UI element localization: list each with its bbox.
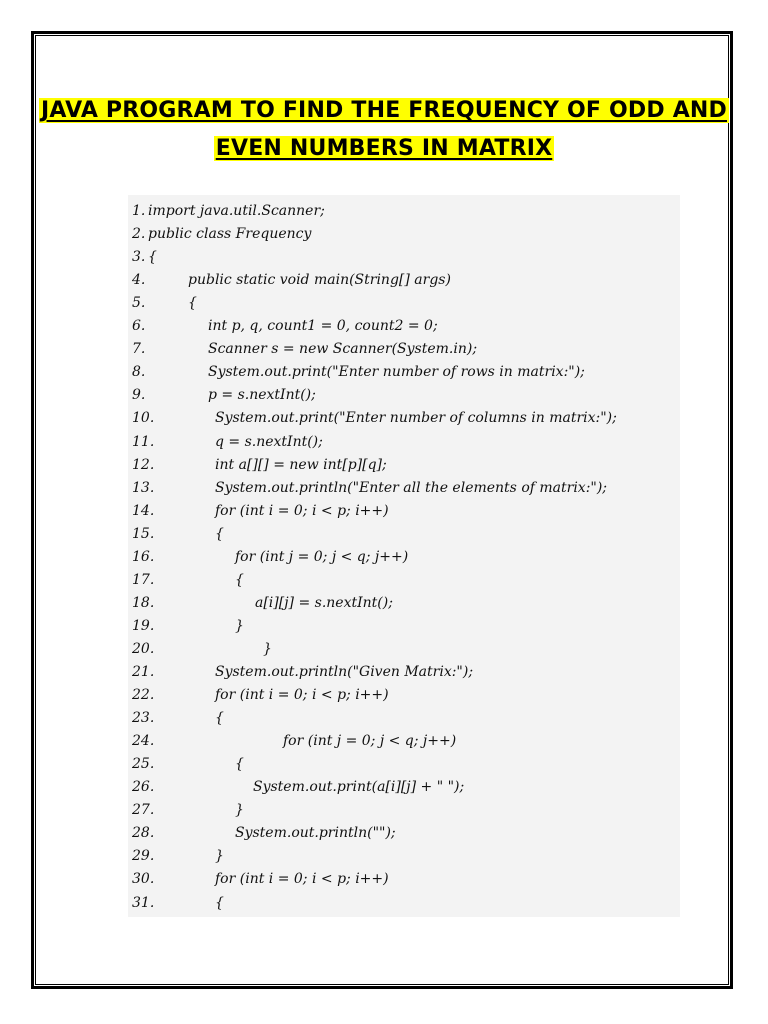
code-text: } xyxy=(235,617,244,634)
line-number: 6. xyxy=(132,318,146,335)
code-text: Scanner s = new Scanner(System.in); xyxy=(208,341,478,358)
code-line xyxy=(128,752,680,776)
line-number: 19. xyxy=(132,617,155,634)
line-number: 25. xyxy=(132,756,155,773)
code-line xyxy=(128,660,680,684)
line-number: 17. xyxy=(132,571,155,588)
title-line-2: EVEN NUMBERS IN MATRIX xyxy=(215,136,553,161)
code-text: int p, q, count1 = 0, count2 = 0; xyxy=(208,318,438,335)
line-number: 26. xyxy=(132,779,155,796)
code-text: for (int i = 0; i < p; i++) xyxy=(215,687,389,704)
code-text: int a[][] = new int[p][q]; xyxy=(215,456,387,473)
line-number: 18. xyxy=(132,594,155,611)
code-text: a[i][j] = s.nextInt(); xyxy=(255,594,393,611)
line-number: 3. xyxy=(132,249,146,266)
code-text: System.out.print(a[i][j] + " "); xyxy=(253,779,465,796)
title-line-1: JAVA PROGRAM TO FIND THE FREQUENCY OF ODD AND xyxy=(40,98,727,123)
code-listing xyxy=(128,195,680,917)
line-number: 10. xyxy=(132,410,155,427)
code-line xyxy=(128,453,680,477)
code-text: { xyxy=(215,894,224,911)
code-line xyxy=(128,499,680,523)
code-line xyxy=(128,844,680,868)
line-number: 22. xyxy=(132,687,155,704)
code-line xyxy=(128,383,680,407)
line-number: 24. xyxy=(132,733,155,750)
code-line xyxy=(128,360,680,384)
line-number: 21. xyxy=(132,664,155,680)
code-line xyxy=(128,222,680,246)
line-number: 12. xyxy=(132,456,155,473)
code-line xyxy=(128,430,680,454)
code-line xyxy=(128,821,680,845)
code-text: for (int i = 0; i < p; i++) xyxy=(215,871,389,888)
code-text: import java.util.Scanner; xyxy=(148,203,325,219)
code-line xyxy=(128,314,680,338)
code-text: } xyxy=(215,848,224,865)
document-title xyxy=(0,92,768,168)
code-text: System.out.print("Enter number of rows in matrix:"); xyxy=(208,364,585,381)
code-text: { xyxy=(235,571,244,588)
code-line xyxy=(128,614,680,638)
line-number: 16. xyxy=(132,548,155,565)
line-number: 13. xyxy=(132,479,155,496)
code-text: for (int j = 0; j < q; j++) xyxy=(235,548,409,565)
code-line xyxy=(128,683,680,707)
line-number: 29. xyxy=(132,848,155,865)
code-line xyxy=(128,199,680,223)
code-text: } xyxy=(235,802,244,819)
line-number: 7. xyxy=(132,341,146,358)
code-text: { xyxy=(215,710,224,727)
code-text: q = s.nextInt(); xyxy=(215,433,323,450)
code-line xyxy=(128,798,680,822)
line-number: 9. xyxy=(132,387,146,404)
code-line xyxy=(128,406,680,430)
code-line xyxy=(128,337,680,361)
code-line xyxy=(128,545,680,569)
code-line xyxy=(128,245,680,269)
line-number: 31. xyxy=(132,894,155,911)
code-line xyxy=(128,291,680,315)
line-number: 14. xyxy=(132,502,155,519)
code-line xyxy=(128,476,680,500)
code-line xyxy=(128,591,680,615)
code-line xyxy=(128,522,680,546)
code-text: System.out.println("Given Matrix:"); xyxy=(215,664,474,680)
code-text: { xyxy=(188,295,197,312)
line-number: 8. xyxy=(132,364,146,381)
code-line xyxy=(128,568,680,592)
code-text: } xyxy=(263,640,272,657)
code-line xyxy=(128,729,680,753)
line-number: 20. xyxy=(132,640,155,657)
line-number: 27. xyxy=(132,802,155,819)
code-line xyxy=(128,268,680,292)
line-number: 11. xyxy=(132,433,155,450)
line-number: 1. xyxy=(132,203,146,219)
code-text: System.out.print("Enter number of columns in matrix:"); xyxy=(215,410,617,427)
code-text: for (int j = 0; j < q; j++) xyxy=(283,733,457,750)
line-number: 2. xyxy=(132,226,146,243)
code-line xyxy=(128,637,680,661)
code-text: System.out.println(""); xyxy=(235,825,396,842)
code-line xyxy=(128,775,680,799)
code-text: public static void main(String[] args) xyxy=(188,272,451,289)
code-line xyxy=(128,706,680,730)
code-line xyxy=(128,867,680,891)
line-number: 28. xyxy=(132,825,155,842)
code-text: System.out.println("Enter all the elements of matrix:"); xyxy=(215,479,608,496)
code-text: p = s.nextInt(); xyxy=(208,387,316,404)
line-number: 5. xyxy=(132,295,146,312)
line-number: 23. xyxy=(132,710,155,727)
code-text: for (int i = 0; i < p; i++) xyxy=(215,502,389,519)
code-text: public class Frequency xyxy=(148,226,312,243)
line-number: 4. xyxy=(132,272,146,289)
code-text: { xyxy=(235,756,244,773)
line-number: 30. xyxy=(132,871,155,888)
line-number: 15. xyxy=(132,525,155,542)
code-text: { xyxy=(148,249,157,266)
code-line xyxy=(128,891,680,915)
code-text: { xyxy=(215,525,224,542)
